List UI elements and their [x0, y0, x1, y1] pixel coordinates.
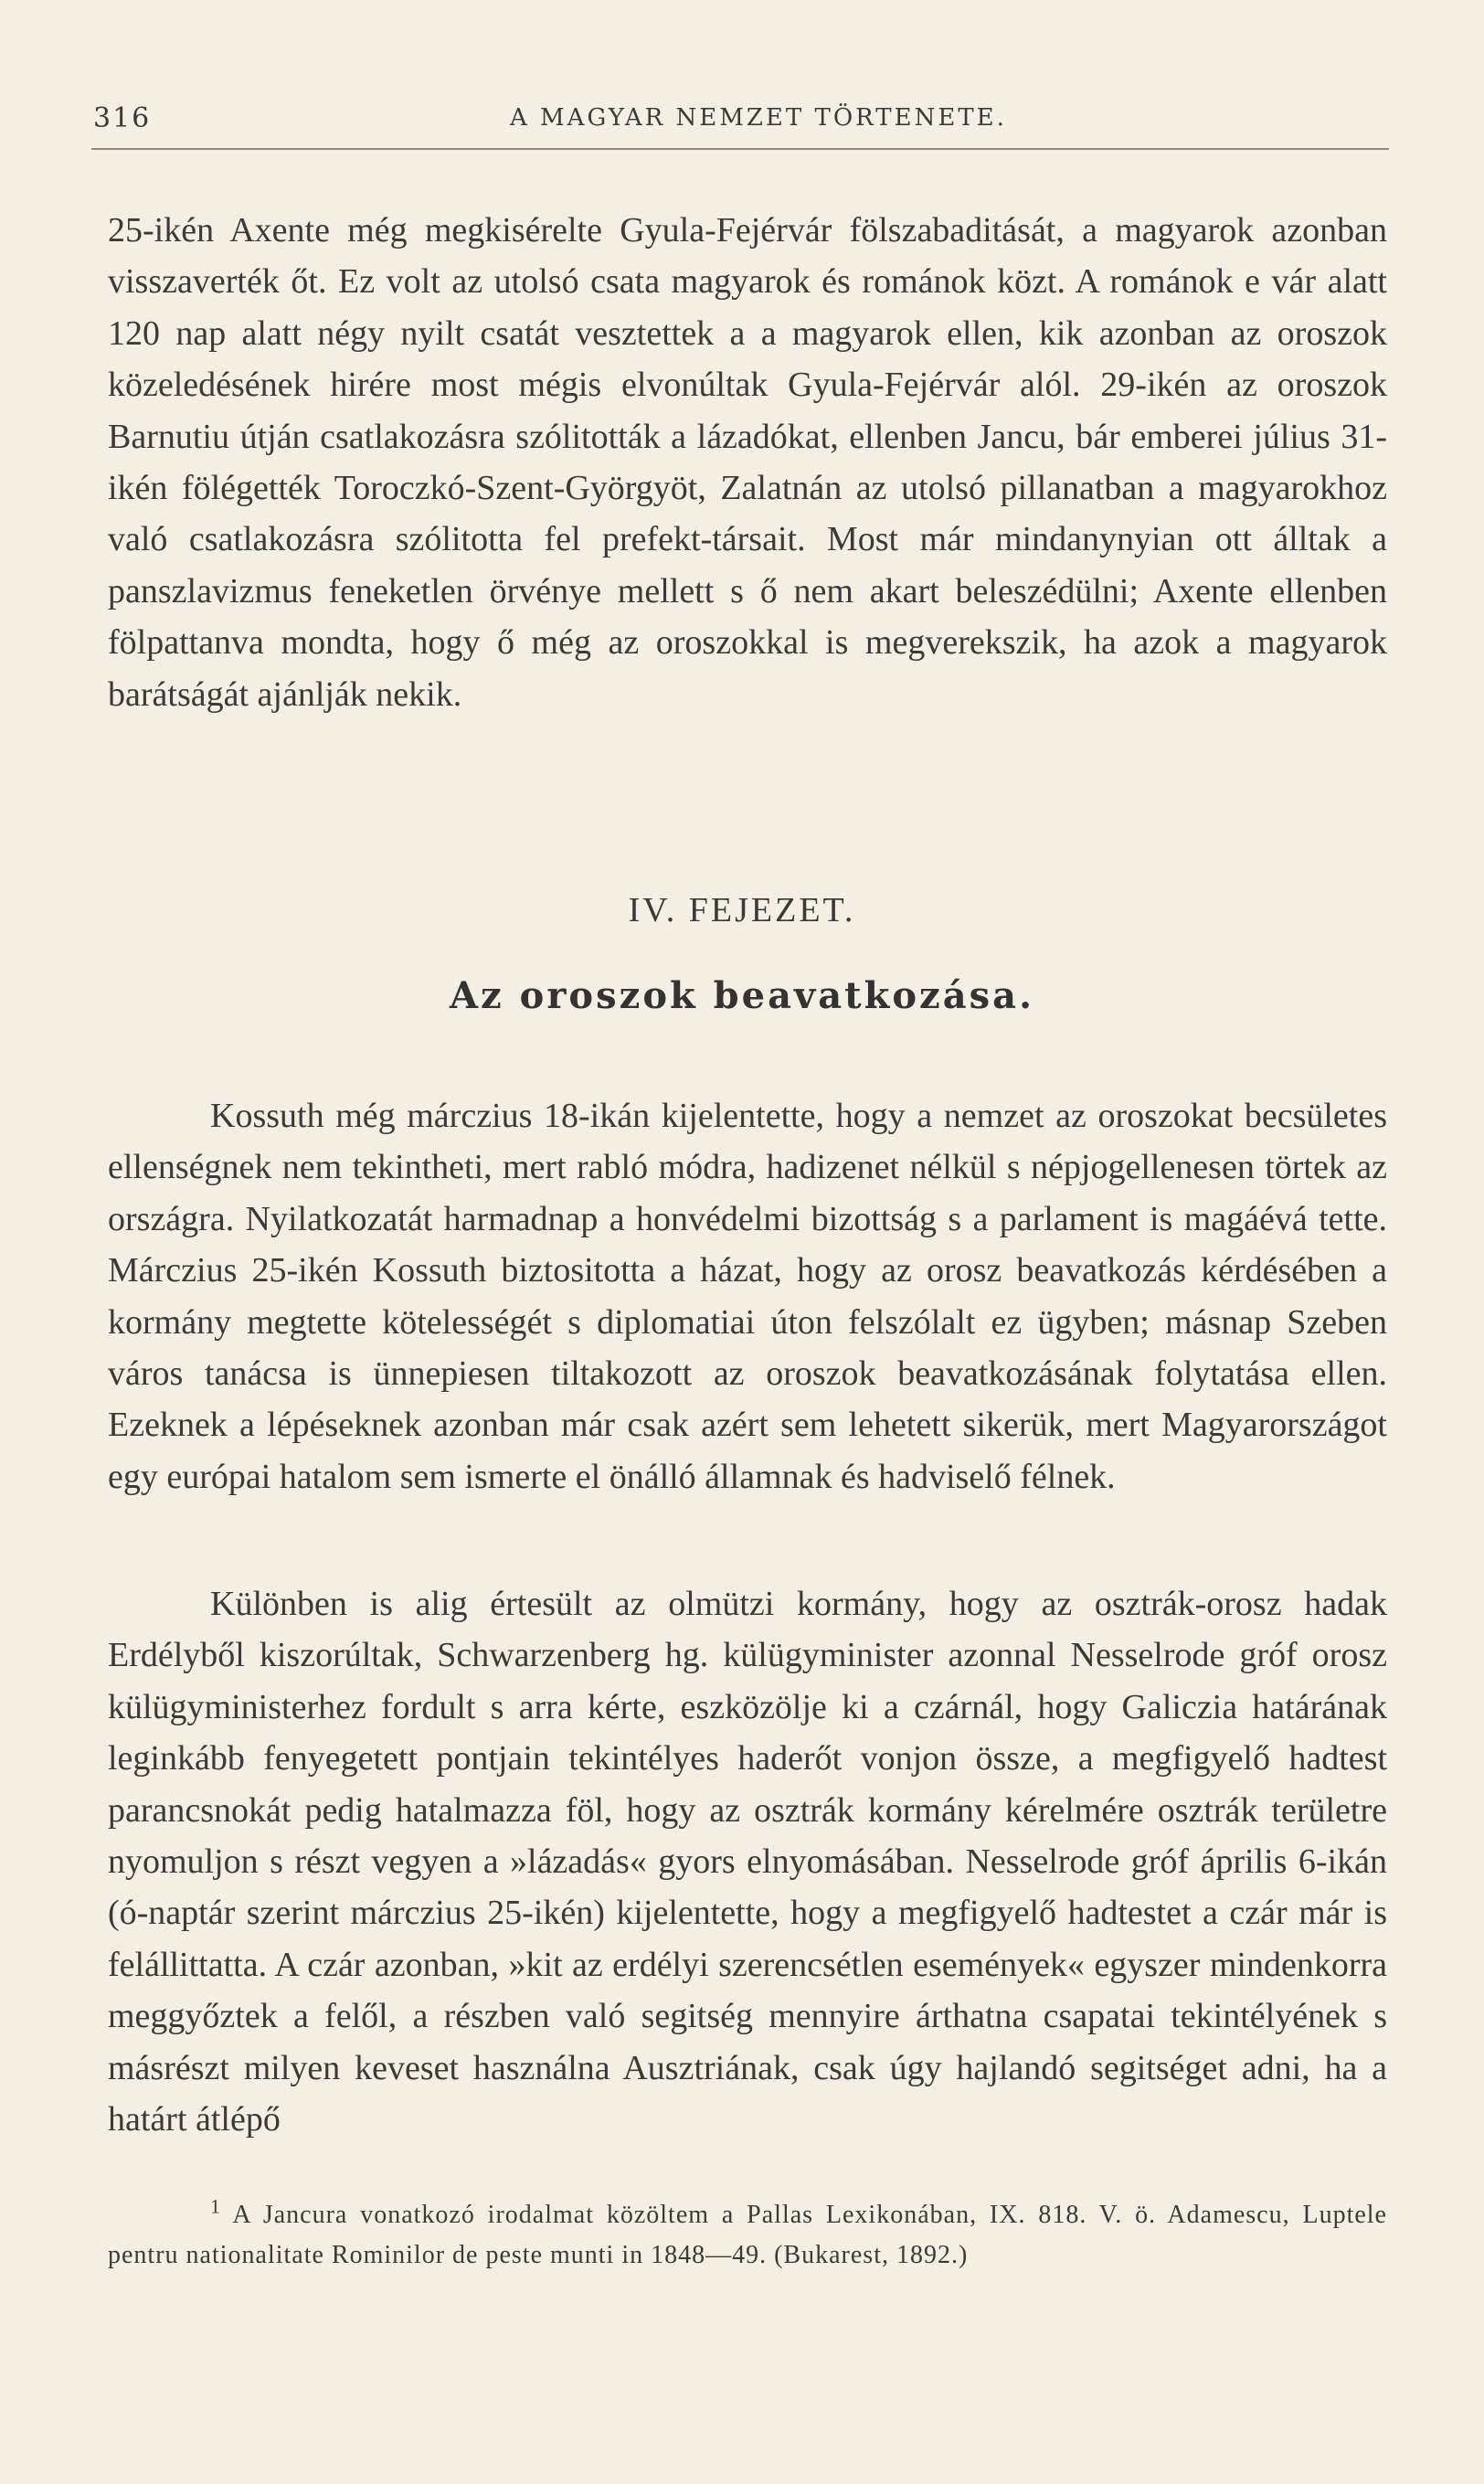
footnote-marker: 1: [210, 2194, 221, 2218]
paragraph-2: Kossuth még márczius 18-ikán kijelentette, hogy a nemzet az oroszokat becsületes ellenségnek nem tekintheti, mert rabló módra, hadizenet nélkül s népjogellenesen törtek az országra. Nyilatkozatát harmadnap a honvédelmi bizottság s a parlament is magáévá tette. Márczius 25-ikén Kossuth biztositotta a házat, hogy az orosz beavatkozás kérdésében a kormány megtette kötelességét s diplomatiai úton felszólalt ez ügyben; másnap Szeben város tanácsa is ünnepiesen tiltakozott az oroszok beavatkozásának folytatása ellen. Ezeknek a lépéseknek azonban már csak azért sem lehetett sikerük, mert Magyarországot egy európai hatalom sem ismerte el önálló államnak és hadviselő félnek.: [108, 1097, 1387, 1496]
chapter-title: Az oroszok beavatkozása.: [449, 974, 1035, 1017]
chapter-label: IV. FEJEZET.: [628, 891, 856, 929]
page-number: 316: [93, 102, 152, 134]
paragraph-3: Különben is alig értesült az olmützi kormány, hogy az osztrák-orosz hadak Erdélyből kiszorúltak, Schwarzenberg hg. külügyminister azonnal Nesselrode gróf orosz külügyministerhez fordult s arra kérte, eszközölje ki a czárnál, hogy Galiczia határának leginkább fenyegetett pontjain tekintélyes haderőt vonjon össze, a megfigyelő hadtest parancsnokát pedig hatalmazza föl, hogy az osztrák kormány kérelmére osztrák területre nyomuljon s részt vegyen a »lázadás« gyors elnyomásában. Nesselrode gróf április 6-ikán (ó-naptár szerint márczius 25-ikén) kijelentette, hogy a megfigyelő hadtestet a czár már is felállittatta. A czár azonban, »kit az erdélyi szerencsétlen események« egyszer mindenkorra meggyőztek a felől, a részben való segitség mennyire árthatna csapatai tekintélyének s másrészt milyen keveset használna Ausztriának, csak úgy hajlandó segitséget adni, ha a határt átlépő: [108, 1585, 1387, 2139]
running-title: A MAGYAR NEMZET TÖRTENETE.: [510, 104, 1007, 132]
footnote-text: A Jancura vonatkozó irodalmat közöltem a Pallas Lexikonában, IX. 818. V. ö. Adamescu, Luptele pentru nationalitate Rominilor de peste munti in 1848—49. (Bukarest, 1892.): [108, 2201, 1387, 2269]
footnote: [108, 2195, 1387, 2276]
running-head: [91, 102, 1389, 150]
paragraph-1: 25-ikén Axente még megkisérelte Gyula-Fejérvár fölszabaditását, a magyarok azonban visszaverték őt. Ez volt az utolsó csata magyarok és románok közt. A románok e vár alatt 120 nap alatt négy nyilt csatát vesztettek a a magyarok ellen, kik azonban az oroszok közeledésének hirére most mégis elvonúltak Gyula-Fejérvár alól. 29-ikén az oroszok Barnutiu útján csatlakozásra szólitották a lázadókat, ellenben Jancu, bár emberei július 31-ikén fölégették Toroczkó-Szent-Györgyöt, Zalatnán az utolsó pillanatban a magyarokhoz való csatlakozásra szólitotta fel prefekt-társait. Most már mindanynyian ott álltak a panszlavizmus feneketlen örvénye mellett s ő nem akart beleszédülni; Axente ellenben fölpattanva mondta, hogy ő még az oroszokkal is megverekszik, ha azok a magyarok barátságát ajánlják nekik.: [108, 211, 1387, 714]
